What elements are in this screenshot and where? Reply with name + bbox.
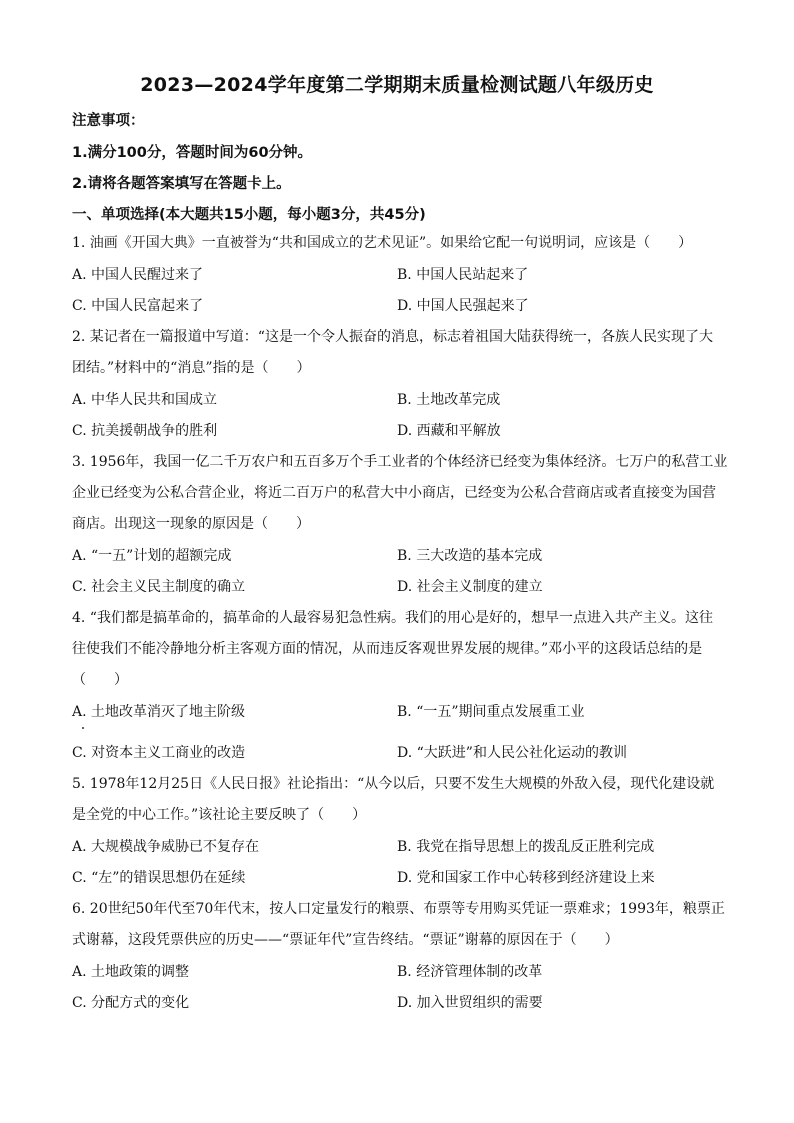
question-3-option-c: C. 社会主义民主制度的确立 xyxy=(72,579,246,595)
stray-mark xyxy=(82,727,84,729)
section-heading: 一、单项选择(本大题共15小题，每小题3分，共45分) xyxy=(72,207,426,223)
question-6-stem: 式谢幕，这段凭票供应的历史——“票证年代”宣告终结。“票证”谢幕的原因在于（ ） xyxy=(72,932,619,948)
question-5-stem: 5. 1978年12月25日《人民日报》社论指出：“从今以后，只要不发生大规模的外敌入侵，现代化建设就 xyxy=(72,776,715,792)
question-6-option-a: A. 土地政策的调整 xyxy=(72,964,190,980)
question-4-option-c: C. 对资本主义工商业的改造 xyxy=(72,745,246,761)
question-5-option-a: A. 大规模战争威胁已不复存在 xyxy=(72,839,260,855)
question-3-option-a: A. “一五”计划的超额完成 xyxy=(72,548,232,564)
note-item: 2.请将各题答案填写在答题卡上。 xyxy=(72,176,291,192)
question-5-option-b: B. 我党在指导思想上的拨乱反正胜利完成 xyxy=(397,839,655,855)
question-6-option-c: C. 分配方式的变化 xyxy=(72,995,190,1011)
question-4-option-b: B. “一五”期间重点发展重工业 xyxy=(397,704,585,720)
question-4-option-d: D. “大跃进”和人民公社化运动的教训 xyxy=(397,745,627,761)
question-4-stem: 往使我们不能冷静地分析主客观方面的情况，从而违反客观世界发展的规律。”邓小平的这段话总结的是 xyxy=(72,641,703,657)
question-6-stem: 6. 20世纪50年代至70年代末，按人口定量发行的粮票、布票等专用购买凭证一票难求；1993年，粮票正 xyxy=(72,901,725,917)
question-6-option-d: D. 加入世贸组织的需要 xyxy=(397,995,543,1011)
question-1-stem: 1. 油画《开国大典》一直被誉为“共和国成立的艺术见证”。如果给它配一句说明词，应该是（ ） xyxy=(72,235,693,251)
question-2-stem: 2. 某记者在一篇报道中写道：“这是一个令人振奋的消息，标志着祖国大陆获得统一，各族人民实现了大 xyxy=(72,329,713,345)
question-5-stem: 是全党的中心工作。”该社论主要反映了（ ） xyxy=(72,807,367,823)
question-1-option-c: C. 中国人民富起来了 xyxy=(72,298,204,314)
question-2-option-c: C. 抗美援朝战争的胜利 xyxy=(72,423,218,439)
question-5-option-d: D. 党和国家工作中心转移到经济建设上来 xyxy=(397,870,655,886)
question-5-option-c: C. “左”的错误思想仍在延续 xyxy=(72,870,246,886)
question-6-option-b: B. 经济管理体制的改革 xyxy=(397,964,543,980)
question-3-option-b: B. 三大改造的基本完成 xyxy=(397,548,543,564)
question-4-stem: （ ） xyxy=(72,672,128,688)
question-1-option-d: D. 中国人民强起来了 xyxy=(397,298,529,314)
question-2-stem: 团结。”材料中的“消息”指的是（ ） xyxy=(72,360,311,376)
note-item: 1.满分100分，答题时间为60分钟。 xyxy=(72,145,313,161)
question-2-option-a: A. 中华人民共和国成立 xyxy=(72,392,218,408)
question-3-stem: 商店。出现这一现象的原因是（ ） xyxy=(72,516,310,532)
notes-heading: 注意事项： xyxy=(72,113,145,129)
question-4-option-a: A. 土地改革消灭了地主阶级 xyxy=(72,704,246,720)
question-4-stem: 4. “我们都是搞革命的，搞革命的人最容易犯急性病。我们的用心是好的，想早一点进入共产主义。这往 xyxy=(72,610,713,626)
question-1-option-a: A. 中国人民醒过来了 xyxy=(72,267,204,283)
question-3-stem: 3. 1956年，我国一亿二千万农户和五百多万个手工业者的个体经济已经变为集体经济。七万户的私营工业 xyxy=(72,454,728,470)
page-title: 2023—2024学年度第二学期期末质量检测试题八年级历史 xyxy=(140,74,654,96)
question-3-option-d: D. 社会主义制度的建立 xyxy=(397,579,543,595)
question-1-option-b: B. 中国人民站起来了 xyxy=(397,267,529,283)
question-2-option-d: D. 西藏和平解放 xyxy=(397,423,501,439)
question-2-option-b: B. 土地改革完成 xyxy=(397,392,501,408)
question-3-stem: 企业已经变为公私合营企业，将近二百万户的私营大中小商店，已经变为公私合营商店或者直接变为国营 xyxy=(72,485,716,501)
